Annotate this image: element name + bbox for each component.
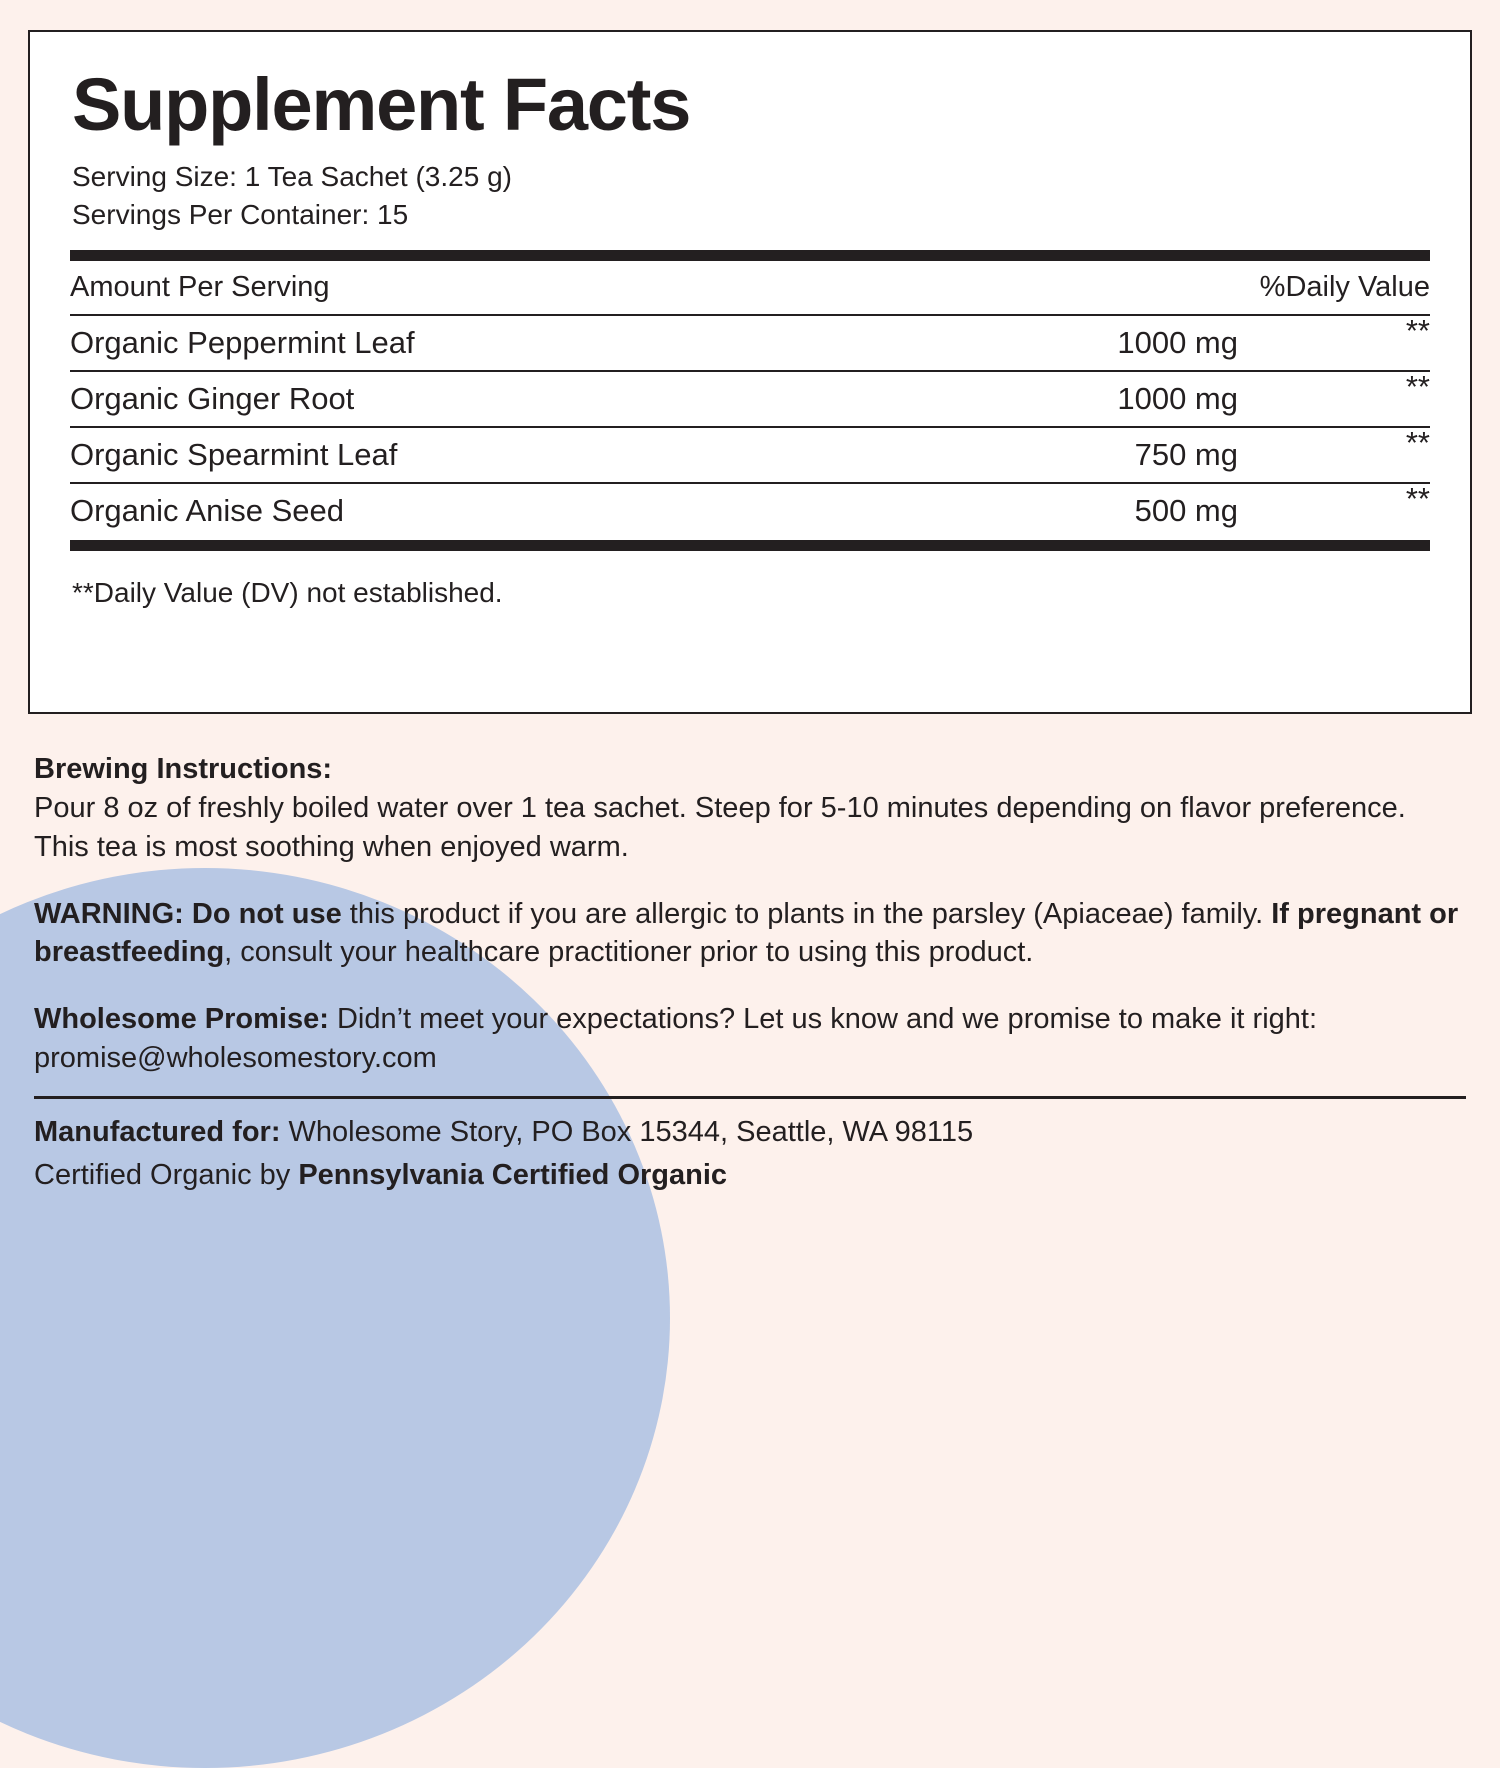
ingredient-amount: 500 mg: [1134, 492, 1238, 528]
certifier-name: Pennsylvania Certified Organic: [298, 1158, 728, 1191]
servings-per-container-line: Servings Per Container: 15: [72, 198, 409, 230]
warning-label: WARNING:: [34, 897, 184, 930]
section-divider: [34, 1096, 1466, 1099]
promise-label: Wholesome Promise:: [34, 1003, 329, 1036]
promise-email[interactable]: promise@wholesomestory.com: [34, 1042, 437, 1075]
ingredient-name: Organic Spearmint Leaf: [70, 436, 398, 472]
ingredient-amount: 750 mg: [1134, 436, 1238, 472]
divider-thick-top: [70, 250, 1430, 261]
amount-per-serving-header: Amount Per Serving: [70, 270, 330, 303]
ingredient-name: Organic Peppermint Leaf: [70, 324, 415, 360]
table-row: [70, 368, 1430, 426]
certified-organic-prefix: Certified Organic by: [34, 1158, 299, 1191]
label-text-section: [28, 750, 1472, 1195]
daily-value-footnote: **Daily Value (DV) not established.: [72, 576, 503, 608]
ingredient-name: Organic Anise Seed: [70, 492, 345, 528]
ingredient-amount: 1000 mg: [1117, 380, 1238, 416]
ingredient-name: Organic Ginger Root: [70, 380, 355, 416]
promise-text: Didn’t meet your expectations? Let us know and we promise to make it right:: [328, 1003, 1318, 1036]
daily-value-header: %Daily Value: [1259, 270, 1430, 303]
table-row: [70, 424, 1430, 482]
manufactured-for-label: Manufactured for:: [34, 1116, 281, 1149]
brewing-instructions-heading: Brewing Instructions:: [34, 753, 333, 785]
warning-bold-lead: Do not use: [191, 897, 342, 930]
divider-thick-bottom: [70, 540, 1430, 551]
ingredient-daily-value: **: [1405, 424, 1430, 460]
ingredient-daily-value: **: [1405, 480, 1430, 516]
page-title: Supplement Facts: [72, 63, 691, 146]
table-row: [70, 480, 1430, 538]
brewing-instructions-block: [34, 750, 1466, 867]
ingredient-amount: 1000 mg: [1117, 324, 1238, 360]
warning-text-2: , consult your healthcare practitioner prior to using this product.: [224, 936, 1034, 969]
wholesome-promise-block: [34, 1000, 1466, 1078]
warning-bold-second: If pregnant or breastfeeding: [34, 897, 1459, 969]
supplement-facts-panel: [28, 30, 1472, 714]
warning-block: [34, 895, 1466, 973]
ingredient-daily-value: **: [1405, 312, 1430, 348]
manufactured-block: [34, 1113, 1466, 1195]
warning-text-1: this product if you are allergic to plants in the parsley (Apiaceae) family.: [341, 897, 1272, 930]
serving-size-line: Serving Size: 1 Tea Sachet (3.25 g): [72, 161, 512, 192]
table-row: [70, 312, 1430, 370]
ingredient-daily-value: **: [1405, 368, 1430, 404]
table-header-row: [70, 261, 1430, 314]
brewing-instructions-body: Pour 8 oz of freshly boiled water over 1 tea sachet. Steep for 5-10 minutes depending on flavor preference. This tea is most soothing when enjoyed warm.: [34, 791, 1406, 863]
manufacturer-address: Wholesome Story, PO Box 15344, Seattle, WA 98115: [280, 1116, 974, 1149]
